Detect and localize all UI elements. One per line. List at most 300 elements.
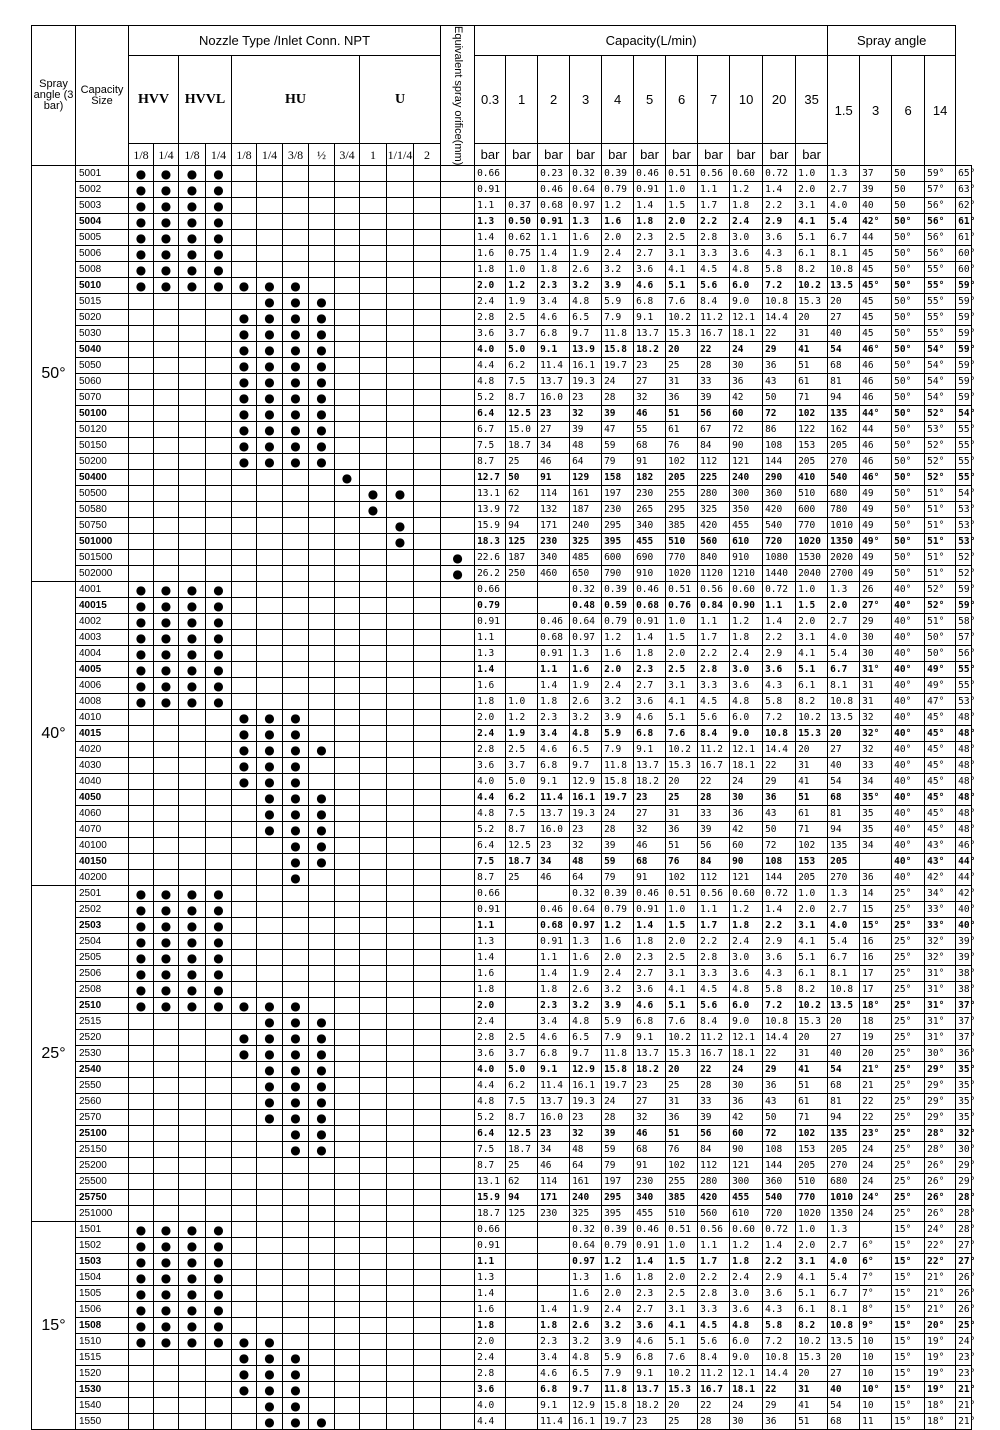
availability-cell xyxy=(387,1302,414,1318)
availability-cell xyxy=(441,710,475,726)
availability-cell xyxy=(154,1286,179,1302)
availability-dot-icon: ● xyxy=(186,214,198,229)
capacity-cell: 197 xyxy=(602,486,634,502)
availability-cell xyxy=(154,374,179,390)
table-row xyxy=(32,406,972,422)
capacity-cell: 0.90 xyxy=(730,598,763,614)
angle-cell: 7° xyxy=(860,1286,892,1302)
angle-cell: 19 xyxy=(860,1030,892,1046)
availability-cell xyxy=(441,518,475,534)
availability-dot-icon: ● xyxy=(135,582,147,597)
capacity-cell: 108 xyxy=(763,1142,796,1158)
capacity-cell: 28 xyxy=(602,822,634,838)
capacity-cell: 18.1 xyxy=(730,1382,763,1398)
capacity-cell: 3.6 xyxy=(730,1302,763,1318)
availability-cell xyxy=(335,902,360,918)
availability-cell xyxy=(179,502,206,518)
availability-cell xyxy=(414,438,441,454)
availability-cell xyxy=(335,1366,360,1382)
availability-cell xyxy=(232,1366,257,1382)
capacity-size: 50120 xyxy=(76,422,129,438)
availability-cell xyxy=(232,1142,257,1158)
availability-cell xyxy=(206,918,232,934)
availability-dot-icon: ● xyxy=(290,1030,301,1045)
pressure-6: 6 xyxy=(666,56,698,144)
table-row xyxy=(32,1206,972,1222)
availability-cell xyxy=(309,934,335,950)
availability-dot-icon: ● xyxy=(186,918,198,933)
availability-dot-icon: ● xyxy=(341,470,353,485)
availability-cell xyxy=(441,854,475,870)
angle-cell: 40° xyxy=(892,774,925,790)
capacity-cell: 4.3 xyxy=(763,966,796,982)
angle-cell: 45 xyxy=(860,294,892,310)
capacity-cell: 5.6 xyxy=(698,278,730,294)
capacity-cell: 1.6 xyxy=(570,662,602,678)
capacity-cell: 0.84 xyxy=(698,598,730,614)
capacity-cell: 0.60 xyxy=(730,582,763,598)
availability-cell xyxy=(414,614,441,630)
capacity-cell: 18.2 xyxy=(634,1062,666,1078)
capacity-cell: 10.8 xyxy=(763,726,796,742)
capacity-cell: 20 xyxy=(796,742,828,758)
capacity-cell: 15.3 xyxy=(796,726,828,742)
capacity-cell: 13.5 xyxy=(828,710,860,726)
capacity-cell: 5.1 xyxy=(796,662,828,678)
capacity-cell: 3.3 xyxy=(698,966,730,982)
capacity-cell: 1010 xyxy=(828,518,860,534)
availability-cell xyxy=(309,710,335,726)
capacity-size: 4060 xyxy=(76,806,129,822)
availability-cell xyxy=(232,1030,257,1046)
availability-dot-icon: ● xyxy=(238,710,250,725)
availability-cell xyxy=(257,470,283,486)
angle-cell: 46° xyxy=(956,838,972,854)
availability-cell xyxy=(387,1398,414,1414)
availability-dot-icon: ● xyxy=(135,902,147,917)
availability-cell xyxy=(154,726,179,742)
capacity-size: 4010 xyxy=(76,710,129,726)
availability-cell xyxy=(309,902,335,918)
availability-cell xyxy=(387,870,414,886)
availability-cell xyxy=(206,486,232,502)
capacity-cell: 132 xyxy=(538,502,570,518)
availability-cell xyxy=(206,1190,232,1206)
angle-cell: 49 xyxy=(860,550,892,566)
availability-cell xyxy=(309,998,335,1014)
angle-cell: 48° xyxy=(956,790,972,806)
angle-cell: 46 xyxy=(860,374,892,390)
angle-cell: 53° xyxy=(956,502,972,518)
capacity-cell: 455 xyxy=(634,534,666,550)
availability-cell xyxy=(154,630,179,646)
orifice-cell: 2.0 xyxy=(475,1334,506,1350)
capacity-cell: 325 xyxy=(698,502,730,518)
availability-cell xyxy=(309,182,335,198)
capacity-cell: 3.4 xyxy=(538,1350,570,1366)
availability-dot-icon: ● xyxy=(264,358,275,373)
availability-cell xyxy=(309,1366,335,1382)
capacity-size: 40150 xyxy=(76,854,129,870)
capacity-cell: 11.4 xyxy=(538,1078,570,1094)
availability-cell xyxy=(154,918,179,934)
availability-cell xyxy=(387,454,414,470)
availability-cell xyxy=(232,950,257,966)
bar-unit-0: bar xyxy=(475,144,506,166)
availability-cell xyxy=(257,726,283,742)
capacity-cell: 1.1 xyxy=(538,950,570,966)
availability-cell xyxy=(283,470,309,486)
availability-cell xyxy=(129,1286,154,1302)
capacity-cell: 11.4 xyxy=(538,790,570,806)
availability-dot-icon: ● xyxy=(264,1414,275,1429)
angle-cell: 50° xyxy=(892,518,925,534)
availability-cell xyxy=(335,1286,360,1302)
capacity-cell: 2.0 xyxy=(796,1238,828,1254)
availability-dot-icon: ● xyxy=(135,1238,147,1253)
capacity-cell: 1.4 xyxy=(634,198,666,214)
capacity-cell: 51 xyxy=(796,790,828,806)
orifice-cell: 1.1 xyxy=(475,918,506,934)
availability-dot-icon: ● xyxy=(213,198,224,213)
availability-cell xyxy=(309,422,335,438)
angle-cell: 23° xyxy=(956,1350,972,1366)
availability-cell xyxy=(257,630,283,646)
angle-cell: 30° xyxy=(956,1142,972,1158)
orifice-cell: 0.91 xyxy=(475,614,506,630)
capacity-cell: 59 xyxy=(602,854,634,870)
orifice-cell: 15.9 xyxy=(475,1190,506,1206)
capacity-cell: 1.0 xyxy=(666,1238,698,1254)
orifice-cell: 6.4 xyxy=(475,406,506,422)
bar-unit-2: bar xyxy=(538,144,570,166)
angle-cell: 50° xyxy=(925,646,956,662)
availability-cell xyxy=(387,422,414,438)
availability-cell xyxy=(206,614,232,630)
capacity-cell: 280 xyxy=(698,486,730,502)
capacity-cell: 205 xyxy=(796,1158,828,1174)
availability-cell xyxy=(283,438,309,454)
availability-cell xyxy=(335,1270,360,1286)
capacity-cell: 1.5 xyxy=(666,918,698,934)
availability-cell xyxy=(360,326,387,342)
availability-cell xyxy=(179,934,206,950)
availability-cell xyxy=(441,182,475,198)
orifice-cell: 3.6 xyxy=(475,758,506,774)
availability-cell xyxy=(387,1126,414,1142)
orifice-cell: 0.66 xyxy=(475,582,506,598)
capacity-cell: 50 xyxy=(763,390,796,406)
table-row xyxy=(32,950,972,966)
availability-dot-icon: ● xyxy=(160,998,172,1013)
table-row xyxy=(32,902,972,918)
availability-cell xyxy=(206,726,232,742)
availability-cell xyxy=(179,262,206,278)
angle-cell: 52° xyxy=(956,550,972,566)
availability-dot-icon: ● xyxy=(135,678,147,693)
availability-cell xyxy=(179,1254,206,1270)
capacity-cell xyxy=(506,1414,538,1430)
availability-dot-icon: ● xyxy=(186,182,198,197)
availability-cell xyxy=(414,774,441,790)
availability-cell xyxy=(257,838,283,854)
capacity-cell: 13.7 xyxy=(538,374,570,390)
capacity-cell: 290 xyxy=(763,470,796,486)
availability-dot-icon: ● xyxy=(135,198,147,213)
availability-cell xyxy=(179,1126,206,1142)
availability-cell xyxy=(179,726,206,742)
capacity-cell: 0.51 xyxy=(666,166,698,182)
table-row xyxy=(32,822,972,838)
angle-cell: 40° xyxy=(892,582,925,598)
availability-cell xyxy=(283,198,309,214)
capacity-cell xyxy=(506,1238,538,1254)
capacity-cell: 255 xyxy=(666,486,698,502)
availability-cell xyxy=(179,310,206,326)
capacity-cell: 28 xyxy=(698,1414,730,1430)
availability-dot-icon: ● xyxy=(186,1286,198,1301)
capacity-cell: 8.1 xyxy=(828,246,860,262)
availability-cell xyxy=(154,966,179,982)
availability-cell xyxy=(441,1110,475,1126)
capacity-cell: 56 xyxy=(698,1126,730,1142)
angle-cell: 26° xyxy=(925,1158,956,1174)
availability-cell xyxy=(309,1190,335,1206)
availability-cell xyxy=(309,518,335,534)
availability-cell xyxy=(360,582,387,598)
capacity-cell: 16.7 xyxy=(698,326,730,342)
availability-cell xyxy=(414,1174,441,1190)
availability-cell xyxy=(441,838,475,854)
angle-cell: 40° xyxy=(892,822,925,838)
availability-dot-icon: ● xyxy=(290,1366,301,1381)
capacity-cell: 10.2 xyxy=(796,710,828,726)
availability-dot-icon: ● xyxy=(238,1334,250,1349)
availability-cell xyxy=(179,1158,206,1174)
table-row xyxy=(32,662,972,678)
capacity-size: 5006 xyxy=(76,246,129,262)
availability-cell xyxy=(360,870,387,886)
availability-cell xyxy=(309,854,335,870)
capacity-size: 501500 xyxy=(76,550,129,566)
capacity-cell: 39 xyxy=(570,422,602,438)
angle-cell: 25° xyxy=(892,1190,925,1206)
availability-dot-icon: ● xyxy=(290,854,301,869)
table-row xyxy=(32,390,972,406)
availability-cell xyxy=(232,982,257,998)
table-row xyxy=(32,886,972,902)
angle-cell: 18° xyxy=(925,1414,956,1430)
availability-cell xyxy=(387,390,414,406)
availability-dot-icon: ● xyxy=(160,230,172,245)
capacity-cell: 1.3 xyxy=(570,934,602,950)
availability-cell xyxy=(257,1078,283,1094)
capacity-cell: 13.7 xyxy=(634,758,666,774)
capacity-cell: 16.0 xyxy=(538,390,570,406)
angle-cell: 55° xyxy=(925,310,956,326)
angle-cell: 45° xyxy=(925,774,956,790)
availability-dot-icon: ● xyxy=(160,694,172,709)
availability-dot-icon: ● xyxy=(264,726,275,741)
availability-cell xyxy=(232,422,257,438)
capacity-cell xyxy=(538,1286,570,1302)
availability-cell xyxy=(309,1094,335,1110)
availability-cell xyxy=(257,1094,283,1110)
angle-cell: 54° xyxy=(925,342,956,358)
angle-cell: 20° xyxy=(925,1318,956,1334)
capacity-cell xyxy=(538,598,570,614)
availability-cell xyxy=(335,262,360,278)
availability-cell xyxy=(387,902,414,918)
capacity-cell: 4.0 xyxy=(828,198,860,214)
capacity-cell: 16.7 xyxy=(698,1046,730,1062)
capacity-cell: 3.1 xyxy=(666,966,698,982)
angle-cell: 16 xyxy=(860,934,892,950)
capacity-cell: 3.1 xyxy=(666,246,698,262)
capacity-cell: 71 xyxy=(796,822,828,838)
capacity-cell: 22 xyxy=(698,342,730,358)
angle-cell: 56° xyxy=(956,646,972,662)
capacity-cell: 112 xyxy=(698,454,730,470)
availability-dot-icon: ● xyxy=(186,1302,198,1317)
capacity-cell xyxy=(506,614,538,630)
angle-cell: 37° xyxy=(956,1014,972,1030)
availability-cell xyxy=(129,966,154,982)
capacity-cell: 230 xyxy=(634,1174,666,1190)
availability-cell xyxy=(335,758,360,774)
capacity-size: 50100 xyxy=(76,406,129,422)
availability-cell xyxy=(441,390,475,406)
availability-cell xyxy=(257,1350,283,1366)
capacity-cell: 2020 xyxy=(828,550,860,566)
family-hvvl: HVVL xyxy=(179,56,232,144)
availability-cell xyxy=(232,710,257,726)
availability-cell xyxy=(360,1206,387,1222)
availability-cell xyxy=(232,774,257,790)
capacity-cell: 0.56 xyxy=(698,1222,730,1238)
availability-dot-icon: ● xyxy=(135,1254,147,1269)
table-row xyxy=(32,790,972,806)
capacity-cell xyxy=(538,582,570,598)
capacity-cell: 4.3 xyxy=(763,1302,796,1318)
availability-cell xyxy=(206,1158,232,1174)
availability-dot-icon: ● xyxy=(290,838,301,853)
angle-cell: 60° xyxy=(956,262,972,278)
capacity-cell: 0.48 xyxy=(570,598,602,614)
capacity-cell: 0.91 xyxy=(634,182,666,198)
availability-cell xyxy=(154,694,179,710)
capacity-cell: 42 xyxy=(730,822,763,838)
capacity-cell: 56 xyxy=(698,838,730,854)
capacity-cell: 1.6 xyxy=(570,1286,602,1302)
availability-cell xyxy=(441,438,475,454)
capacity-cell: 11.8 xyxy=(602,1046,634,1062)
availability-cell xyxy=(257,694,283,710)
availability-cell xyxy=(414,566,441,582)
capacity-cell: 15.8 xyxy=(602,342,634,358)
availability-cell xyxy=(232,278,257,294)
availability-dot-icon: ● xyxy=(316,326,327,341)
availability-cell xyxy=(154,774,179,790)
availability-cell xyxy=(414,918,441,934)
availability-cell xyxy=(309,1142,335,1158)
availability-dot-icon: ● xyxy=(135,1270,147,1285)
angle-cell: 50° xyxy=(892,342,925,358)
availability-cell xyxy=(283,390,309,406)
capacity-cell: 8.2 xyxy=(796,694,828,710)
capacity-cell: 33 xyxy=(698,1094,730,1110)
capacity-cell: 11.4 xyxy=(538,1414,570,1430)
angle-cell: 31° xyxy=(925,982,956,998)
orifice-cell: 2.8 xyxy=(475,310,506,326)
availability-cell xyxy=(232,918,257,934)
availability-cell xyxy=(154,1302,179,1318)
table-row xyxy=(32,710,972,726)
availability-cell xyxy=(129,422,154,438)
capacity-cell: 385 xyxy=(666,1190,698,1206)
capacity-cell: 121 xyxy=(730,1158,763,1174)
capacity-cell: 13.5 xyxy=(828,278,860,294)
group-angle-label: 15° xyxy=(32,1222,76,1430)
availability-cell xyxy=(206,470,232,486)
capacity-cell: 0.32 xyxy=(570,1222,602,1238)
availability-cell xyxy=(206,198,232,214)
availability-cell xyxy=(257,534,283,550)
availability-cell xyxy=(360,1254,387,1270)
capacity-cell: 10.8 xyxy=(763,294,796,310)
availability-cell xyxy=(206,1414,232,1430)
availability-dot-icon: ● xyxy=(135,662,147,677)
availability-cell xyxy=(414,902,441,918)
capacity-cell: 3.0 xyxy=(730,1286,763,1302)
angle-cell: 30 xyxy=(860,630,892,646)
bar-unit-4: bar xyxy=(602,144,634,166)
availability-cell xyxy=(387,534,414,550)
availability-dot-icon: ● xyxy=(290,870,301,885)
orifice-cell: 1.4 xyxy=(475,662,506,678)
availability-cell xyxy=(283,854,309,870)
availability-cell xyxy=(179,422,206,438)
angle-cell: 40° xyxy=(892,742,925,758)
availability-cell xyxy=(232,1302,257,1318)
capacity-cell: 15.8 xyxy=(602,774,634,790)
availability-cell xyxy=(309,1350,335,1366)
availability-cell xyxy=(441,262,475,278)
capacity-cell: 1.8 xyxy=(634,1270,666,1286)
capacity-cell: 13.7 xyxy=(538,806,570,822)
availability-dot-icon: ● xyxy=(290,374,301,389)
availability-cell xyxy=(414,1158,441,1174)
availability-cell xyxy=(283,1206,309,1222)
capacity-cell: 295 xyxy=(602,518,634,534)
angle-cell: 21° xyxy=(956,1382,972,1398)
capacity-size: 1503 xyxy=(76,1254,129,1270)
capacity-cell: 2.7 xyxy=(634,678,666,694)
availability-cell xyxy=(335,918,360,934)
capacity-cell: 31 xyxy=(796,758,828,774)
capacity-cell: 4.8 xyxy=(570,1014,602,1030)
availability-cell xyxy=(154,1382,179,1398)
availability-cell xyxy=(129,758,154,774)
capacity-cell: 2.4 xyxy=(730,646,763,662)
availability-cell xyxy=(283,902,309,918)
availability-cell xyxy=(154,838,179,854)
table-row xyxy=(32,646,972,662)
availability-cell xyxy=(335,934,360,950)
capacity-cell: 2.9 xyxy=(763,1270,796,1286)
availability-dot-icon: ● xyxy=(264,294,275,309)
availability-dot-icon: ● xyxy=(264,1030,275,1045)
